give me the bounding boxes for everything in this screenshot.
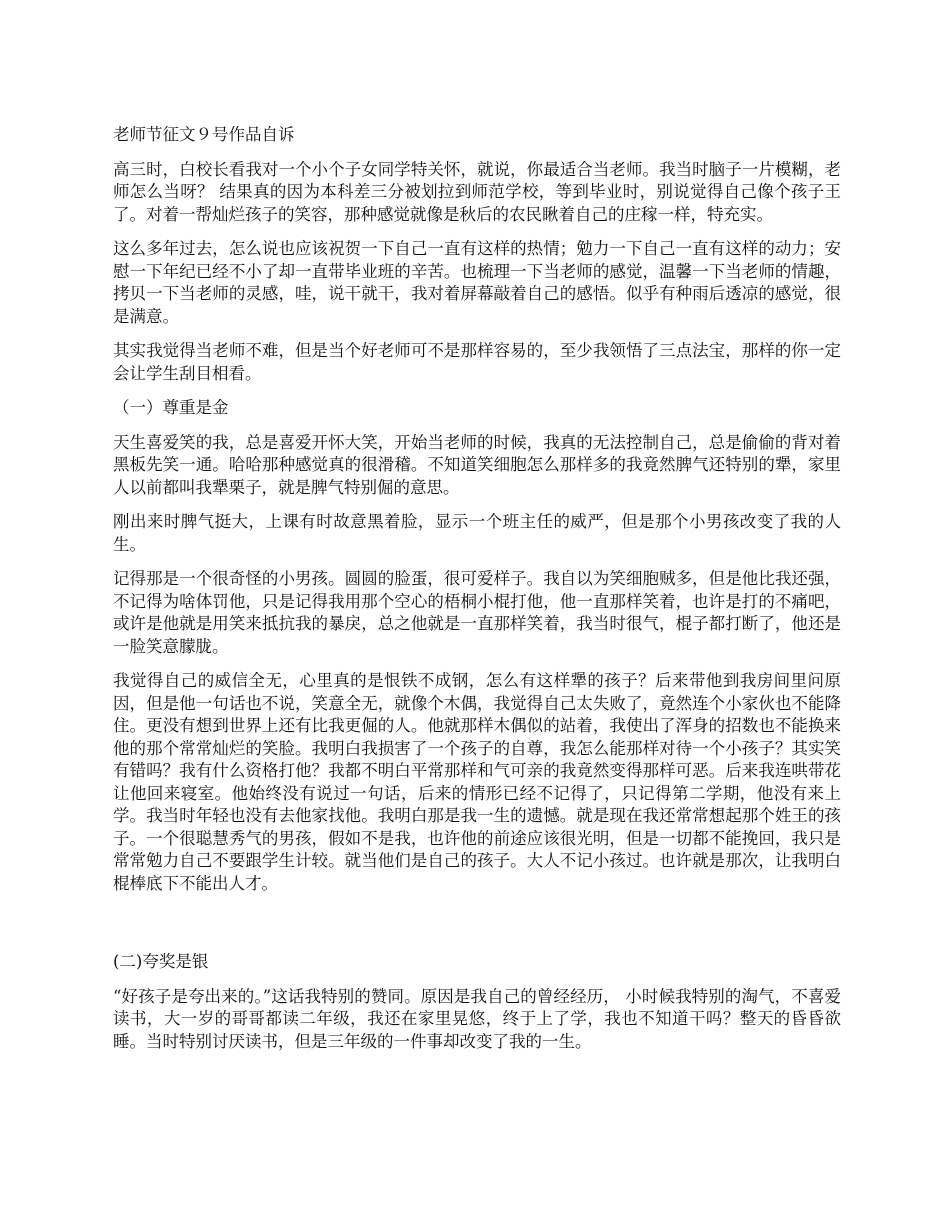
paragraph: 其实我觉得当老师不难，但是当个好老师可不是那样容易的，至少我领悟了三点法宝，那样的你一定会让学生刮目相看。	[113, 341, 841, 383]
document-title: 老师节征文９号作品自诉	[113, 125, 295, 144]
paragraph: 高三时，白校长看我对一个小个子女同学特关怀，就说，你最适合当老师。我当时脑子一片模糊，老师怎么当呀？ 结果真的因为本科差三分被划拉到师范学校，等到毕业时，别说觉得自己像个孩子王了。对着一帮灿烂孩子的笑容，那种感觉就像是秋后的农民瞅着自己的庄稼一样，特充实。	[113, 159, 841, 224]
paragraph: 刚出来时脾气挺大，上课有时故意黑着脸，显示一个班主任的威严，但是那个小男孩改变了我的人生。	[113, 512, 841, 554]
document-body	[113, 124, 841, 1065]
section-heading-1: （一）尊重是金	[113, 398, 229, 417]
section-heading-2: (二)夸奖是银	[113, 952, 209, 971]
paragraph: 这么多年过去，怎么说也应该祝贺一下自己一直有这样的热情；勉力一下自己一直有这样的动力；安慰一下年纪已经不小了却一直带毕业班的辛苦。也梳理一下当老师的感觉，温馨一下当老师的情趣，拷贝一下当老师的灵感，哇，说干就干，我对着屏幕敲着自己的感悟。似乎有种雨后透凉的感觉，很是满意。	[113, 239, 841, 326]
blank-line	[113, 907, 841, 951]
paragraph: “好孩子是夸出来的。”这话我特别的赞同。原因是我自己的曾经经历， 小时候我特别的淘气，不喜爱读书，大一岁的哥哥都读二年级，我还在家里晃悠，终于上了学，我也不知道干吗？整天的昏昏欲睡。当时特别讨厌读书，但是三年级的一件事却改变了我的一生。	[113, 986, 841, 1051]
paragraph: 天生喜爱笑的我，总是喜爱开怀大笑，开始当老师的时候，我真的无法控制自己，总是偷偷的背对着黑板先笑一通。哈哈那种感觉真的很滑稽。不知道笑细胞怎么那样多的我竟然脾气还特别的犟，家里人以前都叫我犟栗子，就是脾气特别倔的意思。	[113, 432, 841, 497]
paragraph: 我觉得自己的威信全无，心里真的是恨铁不成钢，怎么有这样犟的孩子？后来带他到我房间里问原因，但是他一句话也不说，笑意全无，就像个木偶，我觉得自己太失败了，竟然连个小家伙也不能降住。更没有想到世界上还有比我更倔的人。他就那样木偶似的站着，我使出了浑身的招数也不能换来他的那个常常灿烂的笑脸。我明白我损害了一个孩子的自尊，我怎么能那样对待一个小孩子？其实笑有错吗？我有什么资格打他？我都不明白平常那样和气可亲的我竟然变得那样可恶。后来我连哄带花让他回来寝室。他始终没有说过一句话，后来的情形已经不记得了，只记得第二学期，他没有来上学。我当时年轻也没有去他家找他。我明白那是我一生的遗憾。就是现在我还常常想起那个姓王的孩子。一个很聪慧秀气的男孩，假如不是我，也许他的前途应该很光明，但是一切都不能挽回，我只是常常勉力自己不要跟学生计较。就当他们是自己的孩子。大人不记小孩过。也许就是那次，让我明白棍棒底下不能出人才。	[113, 671, 841, 893]
paragraph: 记得那是一个很奇怪的小男孩。圆圆的脸蛋，很可爱样子。我自以为笑细胞贼多，但是他比我还强，不记得为啥体罚他，只是记得我用那个空心的梧桐小棍打他，他一直那样笑着，也许是打的不痛吧，或许是他就是用笑来抵抗我的暴戾，总之他就是一直那样笑着，我当时很气，棍子都打断了，他还是一脸笑意朦胧。	[113, 569, 841, 656]
